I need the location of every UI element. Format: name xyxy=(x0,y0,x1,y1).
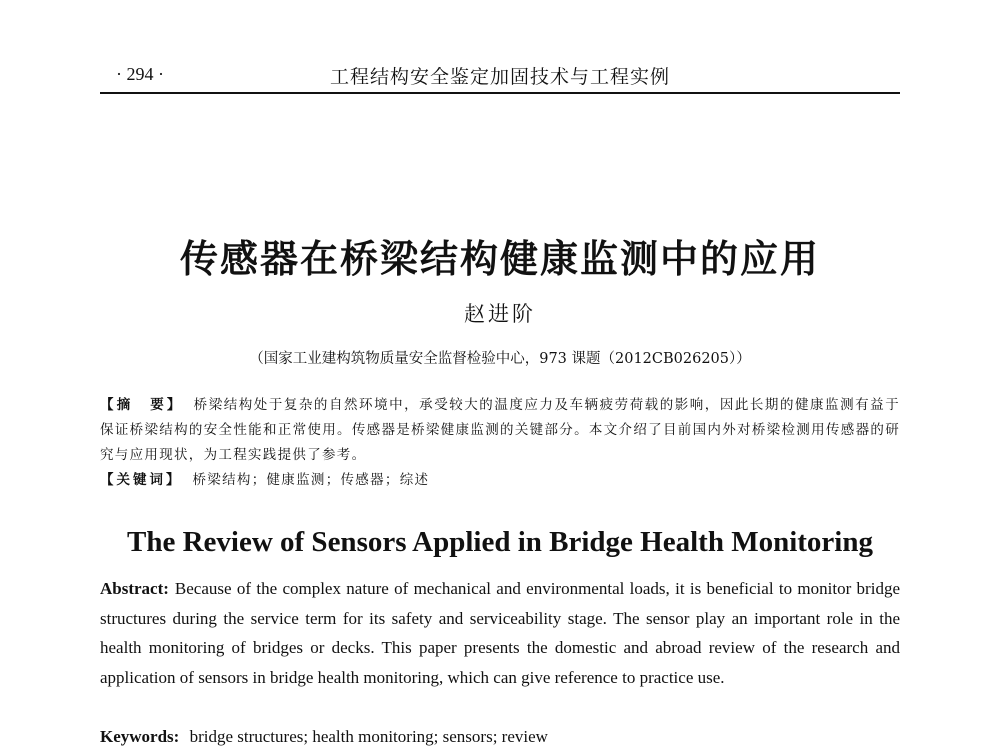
author-name: 赵进阶 xyxy=(464,302,536,326)
english-keywords-text: bridge structures; health monitoring; sensors; review xyxy=(189,727,548,746)
page-number: · 294 · xyxy=(116,64,164,84)
chinese-keywords-label: 【关键词】 xyxy=(100,472,183,488)
chinese-abstract-text: 桥梁结构处于复杂的自然环境中，承受较大的温度应力及车辆疲劳荷载的影响，因此长期的健康监测有益于保证桥梁结构的安全性能和正常使用。传感器是桥梁健康监测的关键部分。本文介绍了目前国内外对桥梁检测用传感器的研究与应用现状，为工程实践提供了参考。 xyxy=(100,397,900,463)
english-title: The Review of Sensors Applied in Bridge Health Monitoring xyxy=(127,526,873,558)
chinese-abstract-label: 【摘 要】 xyxy=(100,397,184,413)
english-keywords xyxy=(100,722,900,751)
english-abstract xyxy=(100,574,900,692)
english-abstract-text: Because of the complex nature of mechanical and environmental loads, it is beneficial to monitor bridge structures during the service term for its safety and serviceability stage. The sensor play an important role in the health monitoring of bridges or decks. This paper presents the domestic and abroad review of the research and application of sensors in bridge health monitoring, which can give reference to practice use. xyxy=(100,579,900,687)
english-keywords-label: Keywords: xyxy=(100,727,180,746)
page-header xyxy=(100,58,900,94)
article-title: 传感器在桥梁结构健康监测中的应用 xyxy=(179,236,820,281)
chinese-keywords-text: 桥梁结构；健康监测；传感器；综述 xyxy=(192,472,430,488)
running-title: 工程结构安全鉴定加固技术与工程实例 xyxy=(329,66,670,88)
chinese-abstract xyxy=(100,393,900,468)
english-abstract-label: Abstract: xyxy=(100,579,169,598)
chinese-keywords xyxy=(100,468,900,493)
author-affiliation: （国家工业建构筑物质量安全监督检验中心，973 课题（2012CB026205）） xyxy=(249,351,751,367)
